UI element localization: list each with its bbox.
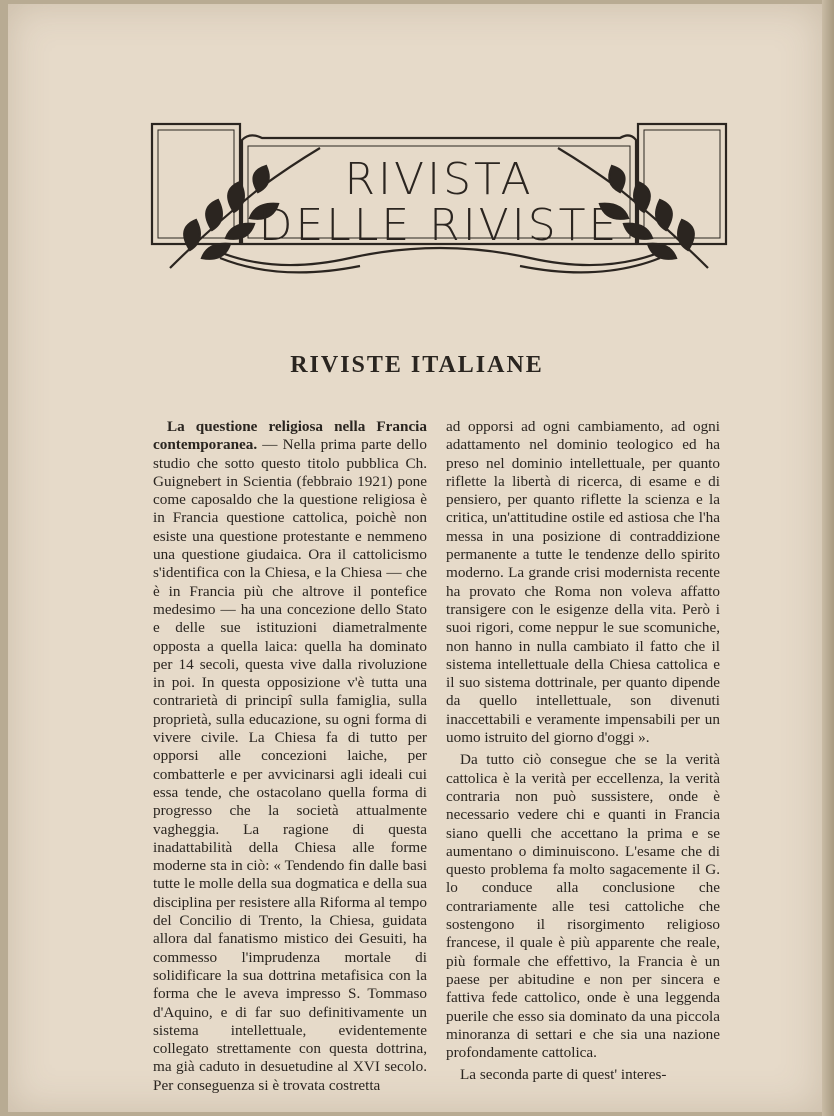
article-paragraph: Da tutto ciò consegue che se la verità cattolica è la verità per eccellenza, la verità contraria non può sussistere, onde è necessario vedere chi e quanti in Francia siano quelli che accettano la prima e se aumentano o diminuiscono. L'esame che di questo problema fa molto sagacemente il G. lo conduce alla conclusione che contrariamente alle tesi cattoliche che sostengono il risorgimento religioso francese, il quale è più apparente che reale, più formale che effettivo, la Francia è un paese per abitudine e non per sincera e fattiva fede cattolico, onde è una leggenda puerile che esso sia dominato da una piccola minoranza di settari e che sia una nazione profondamente cattolica. — [446, 751, 720, 1062]
article-lead: La questione religiosa nella Francia contemporanea. — [153, 418, 427, 454]
article-paragraph — [153, 418, 427, 1095]
masthead-title-line1: RIVISTA — [344, 154, 534, 205]
article-column-right — [446, 418, 720, 1085]
section-title: RIVISTE ITALIANE — [290, 352, 544, 378]
article-paragraph-last: La seconda parte di quest' interes- — [460, 1066, 667, 1084]
page-edge — [822, 0, 834, 1116]
masthead-ornament — [150, 118, 728, 282]
article-body-left: — Nella prima parte dello studio che sotto questo titolo pubblica Ch. Guignebert in Scientia (febbraio 1921) pone come caposaldo che la questione religiosa è in Francia questione cattolica, poichè non esiste una questione protestante e nemmeno una questione giudaica. Ora il cattolicismo s'identifica con la Chiesa, e la Chiesa — che è in Francia più che altrove il pontefice medesimo — ha una concezione dello Stato e delle sue istituzioni diametralmente opposta a quella laica: quella ha dominato per 14 secoli, questa vive dalla rivoluzione in poi. In questa opposizione v'è tutta una contrarietà di principî sulla famiglia, sulla proprietà, sulla educazione, su ogni forma di vivere civile. La Chiesa fa di tutto per opporsi alle concezioni laiche, per combatterle e per avvicinarsi agli ideali cui essa tende, che ostacolano quella forma di progresso che la società attualmente vagheggia. La ragione di questa inadattabilità della Chiesa alle forme moderne sta in ciò: « Tendendo fin dalle basi tutte le molle della sua dogmatica e della sua disciplina per resistere alla Riforma al tempo del Concilio di Trento, la Chiesa, guidata allora dal fanatismo mistico dei Gesuiti, ha commesso l'imprudenza mortale di solidificare la sua dottrina metafisica con la forma che le aveva impresso S. Tommaso d'Aquino, e di far suo definitivamente un sistema intellettuale, evidentemente collegato strettamente con questa dottrina, ma già caduto in desuetudine al XVI secolo. Per conseguenza si è trovata costretta — [153, 436, 427, 1094]
masthead-title-line2: DELLE RIVISTE — [258, 200, 620, 251]
article-paragraph-continued: ad opporsi ad ogni cambiamento, ad ogni adattamento nel dominio teologico ed ha preso nel dominio intellettuale, per quanto riflette la libertà di ricerca, di esame e di pensiero, per quanto riflette la scienza e la critica, un'attitudine ostile ed astiosa che l'ha messa in una posizione di contraddizione permanente a tutte le tendenze dello spirito moderno. La grande crisi modernista recente ha provato che Roma non voleva affatto transigere con le esigenze della vita. Però i suoi rigori, come neppur le sue scomuniche, non hanno in nulla cambiato il fatto che il sistema intellettuale della Chiesa cattolica e il suo sistema dottrinale, per quanto dipende da quello intellettuale, son divenuti inaccettabili e veramente impensabili per un uomo istruito del giorno d'oggi ». — [446, 418, 720, 747]
article-column-left — [153, 418, 427, 1095]
